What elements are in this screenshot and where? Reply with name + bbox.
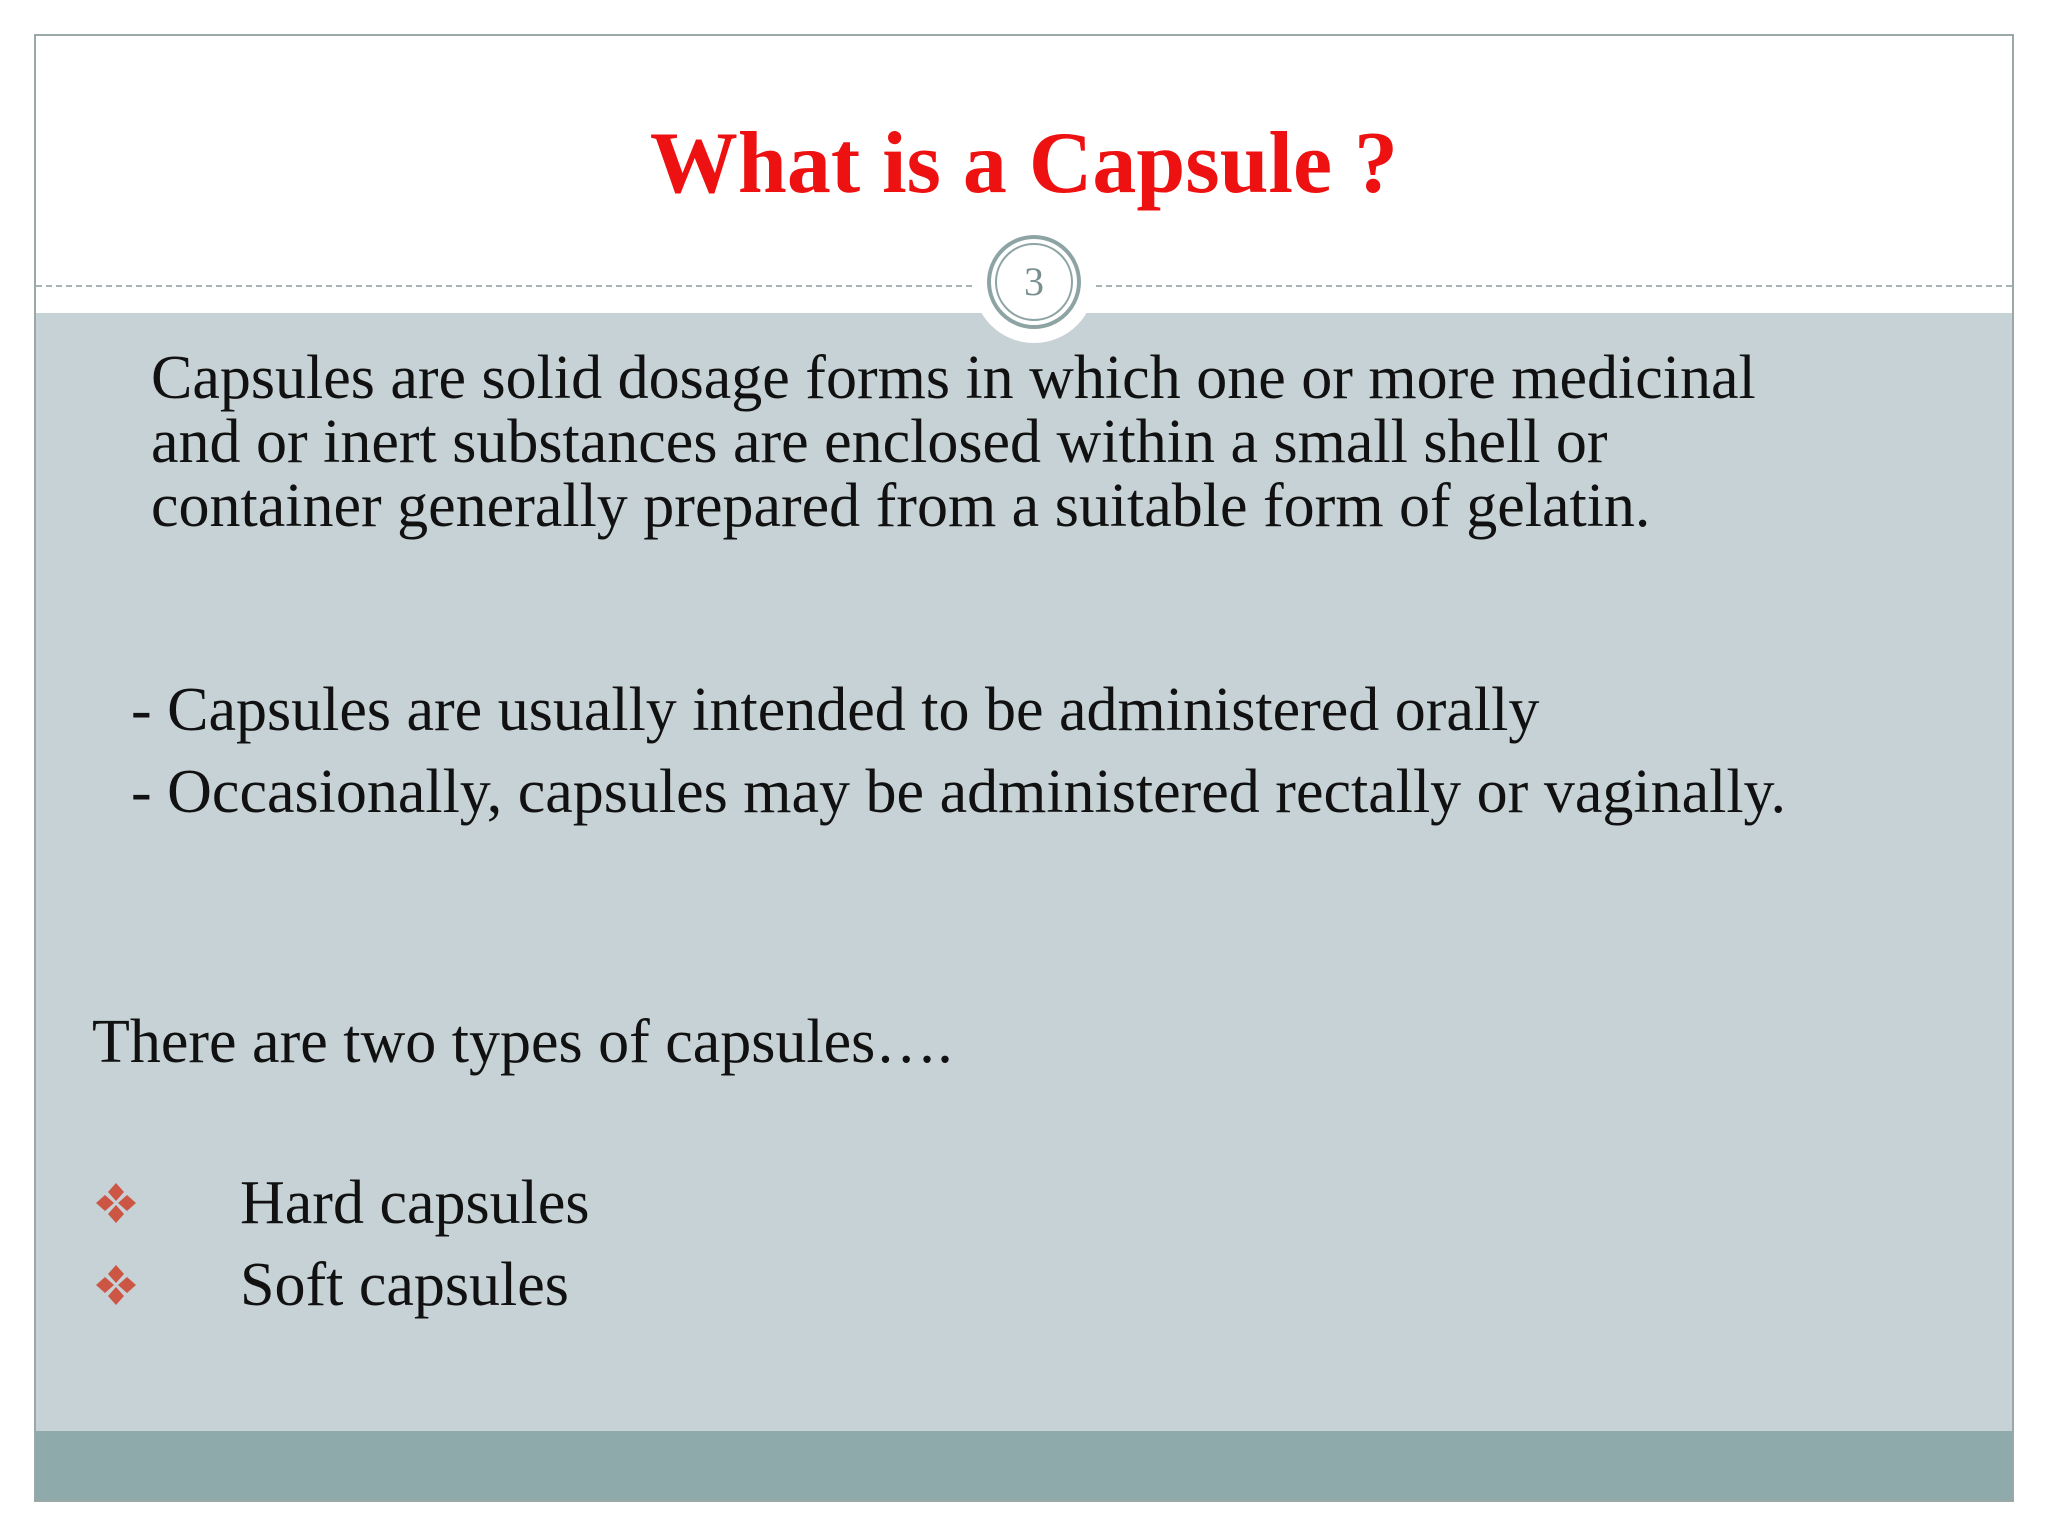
- diamond-bullet-icon: [92, 1179, 140, 1227]
- page-number-badge: [973, 221, 1095, 343]
- list-item-label: Hard capsules: [240, 1169, 590, 1237]
- slide: [34, 34, 2014, 1502]
- list-item: [92, 1162, 589, 1244]
- definition-line: and or inert substances are enclosed within a small shell or: [151, 408, 1608, 476]
- list-item: [92, 1244, 569, 1326]
- list-item-label: Soft capsules: [240, 1251, 569, 1319]
- definition-line: container generally prepared from a suitable form of gelatin.: [151, 472, 1651, 540]
- slide-title: What is a Capsule ?: [649, 115, 1399, 212]
- note-rectal-vaginal: - Occasionally, capsules may be administered rectally or vaginally.: [131, 758, 1787, 826]
- footer-bar: [36, 1431, 2012, 1500]
- diamond-bullet-icon: [92, 1261, 140, 1309]
- note-oral: - Capsules are usually intended to be administered orally: [131, 676, 1540, 744]
- definition-line: Capsules are solid dosage forms in which one or more medicinal: [151, 344, 1756, 412]
- page-number: 3: [995, 243, 1073, 321]
- page-number-ring: [987, 235, 1081, 329]
- definition-paragraph: [151, 346, 1991, 538]
- types-intro: There are two types of capsules….: [92, 1008, 953, 1076]
